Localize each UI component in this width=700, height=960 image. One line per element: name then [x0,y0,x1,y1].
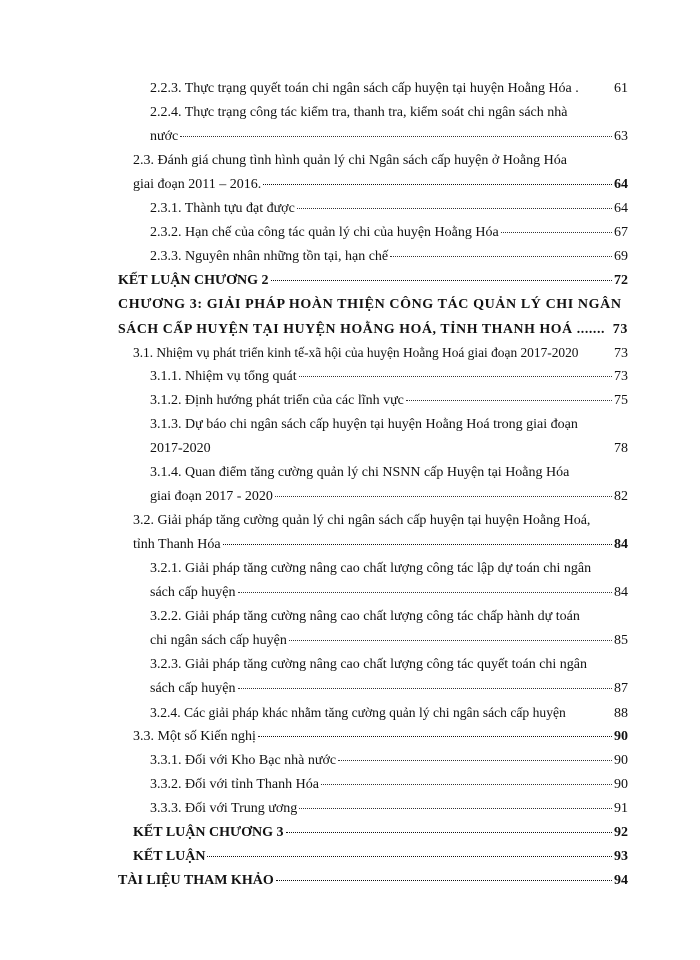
toc-entry-text: SÁCH CẤP HUYỆN TẠI HUYỆN HOẰNG HOÁ, TỈNH THANH HOÁ ....... [118,321,606,336]
dot-leader [286,822,612,833]
dot-leader [263,174,612,185]
toc-entry-3-3 [133,728,628,746]
toc-entry-3-3-2 [150,776,628,794]
toc-entry-text: 3.3.3. Đối với Trung ương [150,801,298,816]
toc-entry-3-2-4 [150,704,628,723]
toc-entry-page: 63 [614,129,628,144]
toc-entry-text: CHƯƠNG 3: GIẢI PHÁP HOÀN THIỆN CÔNG TÁC QUẢN LÝ CHI NGÂN [118,297,622,312]
dot-leader [271,270,612,281]
toc-entry-page: 93 [614,849,628,864]
toc-entry-text: KẾT LUẬN CHƯƠNG 3 [133,825,284,840]
dot-leader [289,630,612,641]
dot-leader [297,198,612,209]
dot-leader [299,798,612,809]
toc-entry-page: 90 [614,729,628,744]
toc-entry-page: 92 [614,825,628,840]
toc-entry-text: 3.1.3. Dự báo chi ngân sách cấp huyện tại huyện Hoằng Hoá trong giai đoạn [150,417,578,432]
toc-entry-page: 69 [614,249,628,264]
toc-entry-page: 94 [614,873,628,888]
toc-entry-2-3-3 [150,248,628,266]
toc-entry-text: chi ngân sách cấp huyện [150,633,287,648]
toc-entry-text: KẾT LUẬN [133,849,206,864]
toc-entry-chuong-3-cont [118,320,628,339]
toc-entry-ket-luan-chuong-3 [133,824,628,842]
toc-entry-2-2-3 [150,80,628,98]
toc-entry-text: 3.2. Giải pháp tăng cường quản lý chi ngân sách cấp huyện tại huyện Hoằng Hoá, [133,513,591,528]
toc-entry-page: 73 [614,369,628,384]
dot-leader [501,222,612,233]
toc-entry-3-1-3-cont [150,440,628,458]
toc-entry-3-2 [133,512,628,530]
toc-entry-text: giai đoạn 2017 - 2020 [150,489,273,504]
toc-entry-text: sách cấp huyện [150,681,236,696]
toc-entry-text: 3.2.4. Các giải pháp khác nhằm tăng cường quản lý chi ngân sách cấp huyện [150,705,566,720]
toc-entry-page: 90 [614,753,628,768]
toc-entry-2-3-1 [150,200,628,218]
dot-leader [180,126,612,137]
toc-entry-page: 67 [614,225,628,240]
dot-leader [321,774,612,785]
toc-entry-text: 2.3.2. Hạn chế của công tác quản lý chi của huyện Hoằng Hóa [150,225,499,240]
toc-entry-text: 3.3. Một số Kiến nghị [133,729,256,744]
toc-entry-2-2-4-cont [150,128,628,146]
dot-leader [390,246,612,257]
toc-entry-page: 78 [614,441,628,456]
toc-entry-page: 85 [614,633,628,648]
dot-leader [207,846,612,857]
toc-entry-3-2-cont [133,536,628,554]
dot-leader [275,486,612,497]
toc-entry-3-2-2 [150,608,628,626]
toc-entry-text: sách cấp huyện [150,585,236,600]
toc-entry-text: 3.1.4. Quan điểm tăng cường quản lý chi NSNN cấp Huyện tại Hoằng Hóa [150,465,570,480]
toc-entry-3-2-3 [150,656,628,674]
toc-entry-2-2-4 [150,104,628,122]
toc-entry-text: 3.3.2. Đối với tỉnh Thanh Hóa [150,777,319,792]
toc-entry-text: 3.1. Nhiệm vụ phát triển kinh tế-xã hội của huyện Hoằng Hoá giai đoạn 2017-2020 [133,345,579,360]
toc-entry-page: 73 [614,346,628,361]
toc-entry-text: 2.3. Đánh giá chung tình hình quản lý chi Ngân sách cấp huyện ở Hoằng Hóa [133,153,567,168]
toc-entry-page: 87 [614,681,628,696]
toc-entry-3-1-4 [150,464,628,482]
toc-entry-page: 75 [614,393,628,408]
toc-entry-3-1-1 [150,368,628,386]
toc-entry-ket-luan [133,848,628,866]
toc-entry-page: 64 [614,177,628,192]
dot-leader [238,582,612,593]
toc-entry-text: KẾT LUẬN CHƯƠNG 2 [118,273,269,288]
dot-leader [238,678,612,689]
toc-entry-text: 2.3.3. Nguyên nhân những tồn tại, hạn chế [150,249,389,264]
toc-entry-3-1 [133,344,628,363]
toc-entry-text: nước [150,129,179,144]
toc-entry-text: 3.2.1. Giải pháp tăng cường nâng cao chất lượng công tác lập dự toán chi ngân [150,561,592,576]
toc-entry-text: 2.2.4. Thực trạng công tác kiểm tra, thanh tra, kiểm soát chi ngân sách nhà [150,105,568,120]
dot-leader [258,726,612,737]
toc-entry-2-3-cont [133,176,628,194]
toc-entry-ket-luan-chuong-2 [118,272,628,290]
toc-entry-3-1-4-cont [150,488,628,506]
toc-entry-text: tỉnh Thanh Hóa [133,537,221,552]
toc-entry-text: 3.1.1. Nhiệm vụ tổng quát [150,369,297,384]
toc-entry-3-2-1-cont [150,584,628,602]
toc-entry-page: 84 [614,585,628,600]
toc-entry-page: 73 [612,322,628,337]
toc-entry-text: 3.2.3. Giải pháp tăng cường nâng cao chất lượng công tác quyết toán chi ngân [150,657,588,672]
toc-entry-page: 91 [614,801,628,816]
toc-entry-3-2-2-cont [150,632,628,650]
dot-leader [223,534,612,545]
dot-leader [276,870,612,881]
toc-entry-page: 84 [614,537,628,552]
toc-entry-page: 72 [614,273,628,288]
toc-entry-3-1-2 [150,392,628,410]
toc-entry-chuong-3 [118,296,628,314]
toc-entry-text: giai đoạn 2011 – 2016. [133,177,262,192]
toc-entry-3-1-3 [150,416,628,434]
toc-entry-text: TÀI LIỆU THAM KHẢO [118,873,274,888]
toc-entry-3-2-3-cont [150,680,628,698]
toc-entry-text: 3.1.2. Định hướng phát triển của các lĩnh vực [150,393,404,408]
toc-entry-3-2-1 [150,560,628,578]
toc-entry-page: 61 [614,81,628,96]
toc-entry-3-3-1 [150,752,628,770]
toc-entry-page: 88 [614,706,628,721]
toc-entry-text: 2.2.3. Thực trạng quyết toán chi ngân sách cấp huyện tại huyện Hoằng Hóa . [150,81,579,96]
toc-entry-2-3-2 [150,224,628,242]
toc-entry-tai-lieu-tham-khao [118,872,628,890]
toc-entry-text: 3.2.2. Giải pháp tăng cường nâng cao chất lượng công tác chấp hành dự toán [150,609,580,624]
dot-leader [406,390,612,401]
toc-entry-3-3-3 [150,800,628,818]
dot-leader [299,366,612,377]
toc-entry-text: 2017-2020 [150,441,211,456]
dot-leader [338,750,612,761]
toc-entry-page: 64 [614,201,628,216]
toc-entry-text: 3.3.1. Đối với Kho Bạc nhà nước [150,753,337,768]
toc-entry-page: 90 [614,777,628,792]
toc-entry-2-3 [133,152,628,170]
toc-entry-page: 82 [614,489,628,504]
toc-entry-text: 2.3.1. Thành tựu đạt được [150,201,295,216]
